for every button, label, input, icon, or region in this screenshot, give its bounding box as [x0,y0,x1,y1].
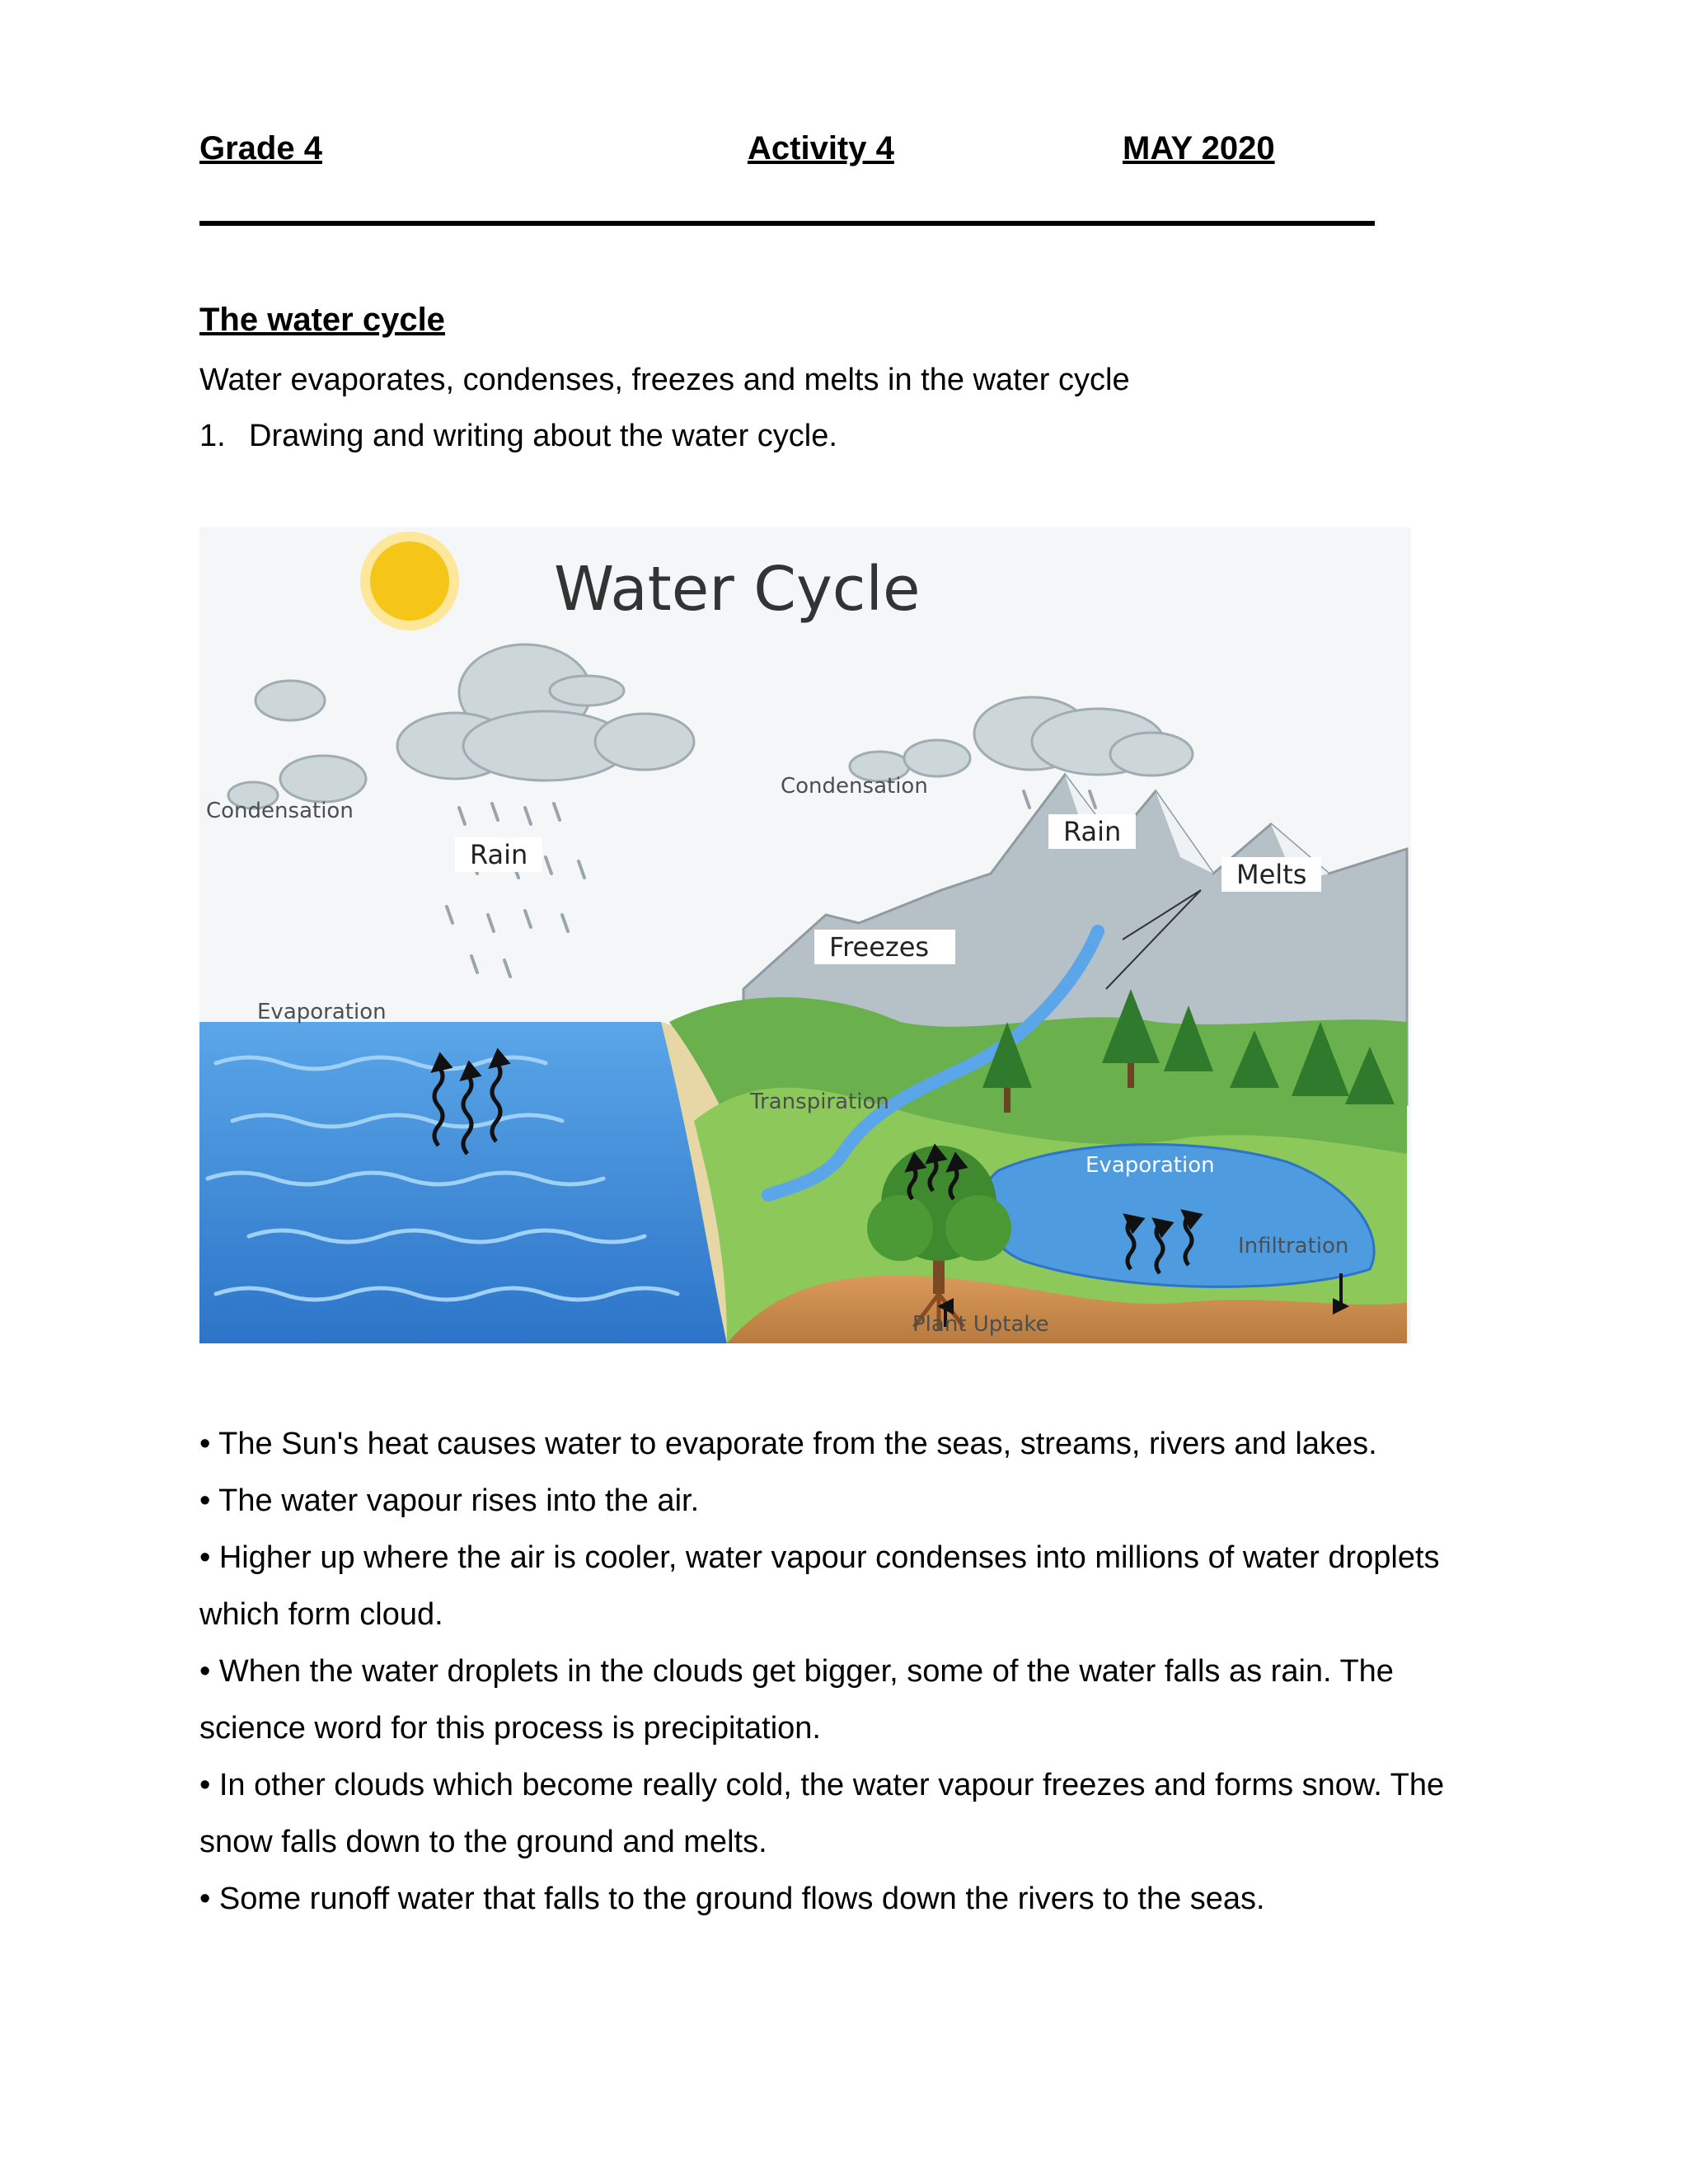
freezes-label: Freezes [814,930,955,964]
header-divider [199,221,1375,226]
bullet-item: • In other clouds which become really cold, the water vapour freezes and forms snow. The snow falls down to the ground and melts. [199,1768,1445,1859]
diagram-title: Water Cycle [554,554,921,625]
step-number: 1. [199,419,226,453]
date-label: MAY 2020 [1123,130,1275,166]
bullet-list [199,1416,1485,1928]
plant-uptake-label: Plant Uptake [912,1312,1049,1337]
step-text: Drawing and writing about the water cycle. [249,419,837,453]
infiltration-label: Infiltration [1238,1234,1349,1258]
water-cycle-diagram [199,527,1411,1343]
intro-text: Water evaporates, condenses, freezes and melts in the water cycle [199,363,1130,397]
bullet-item: • When the water droplets in the clouds get bigger, some of the water falls as rain. The science word for this process is precipitation. [199,1654,1394,1746]
bullet-item: • The water vapour rises into the air. [199,1483,700,1518]
condensation-left-label: Condensation [206,799,354,823]
evaporation-lake-label: Evaporation [1085,1153,1215,1178]
bullet-item: • The Sun's heat causes water to evaporate from the seas, streams, rivers and lakes. [199,1427,1377,1461]
condensation-right-label: Condensation [781,774,928,799]
activity-label: Activity 4 [748,130,894,166]
evaporation-sea-label: Evaporation [257,1000,387,1024]
sun-icon [360,532,459,630]
melts-label: Melts [1221,857,1321,892]
step-item [199,419,837,454]
rain-left-label: Rain [455,837,542,872]
bullet-item: • Some runoff water that falls to the ground flows down the rivers to the seas. [199,1882,1265,1916]
grade-label: Grade 4 [199,130,322,166]
transpiration-label: Transpiration [750,1090,889,1114]
section-title: The water cycle [199,302,445,338]
bullet-item: • Higher up where the air is cooler, water vapour condenses into millions of water droplets which form cloud. [199,1540,1440,1632]
rain-right-label: Rain [1048,814,1136,849]
